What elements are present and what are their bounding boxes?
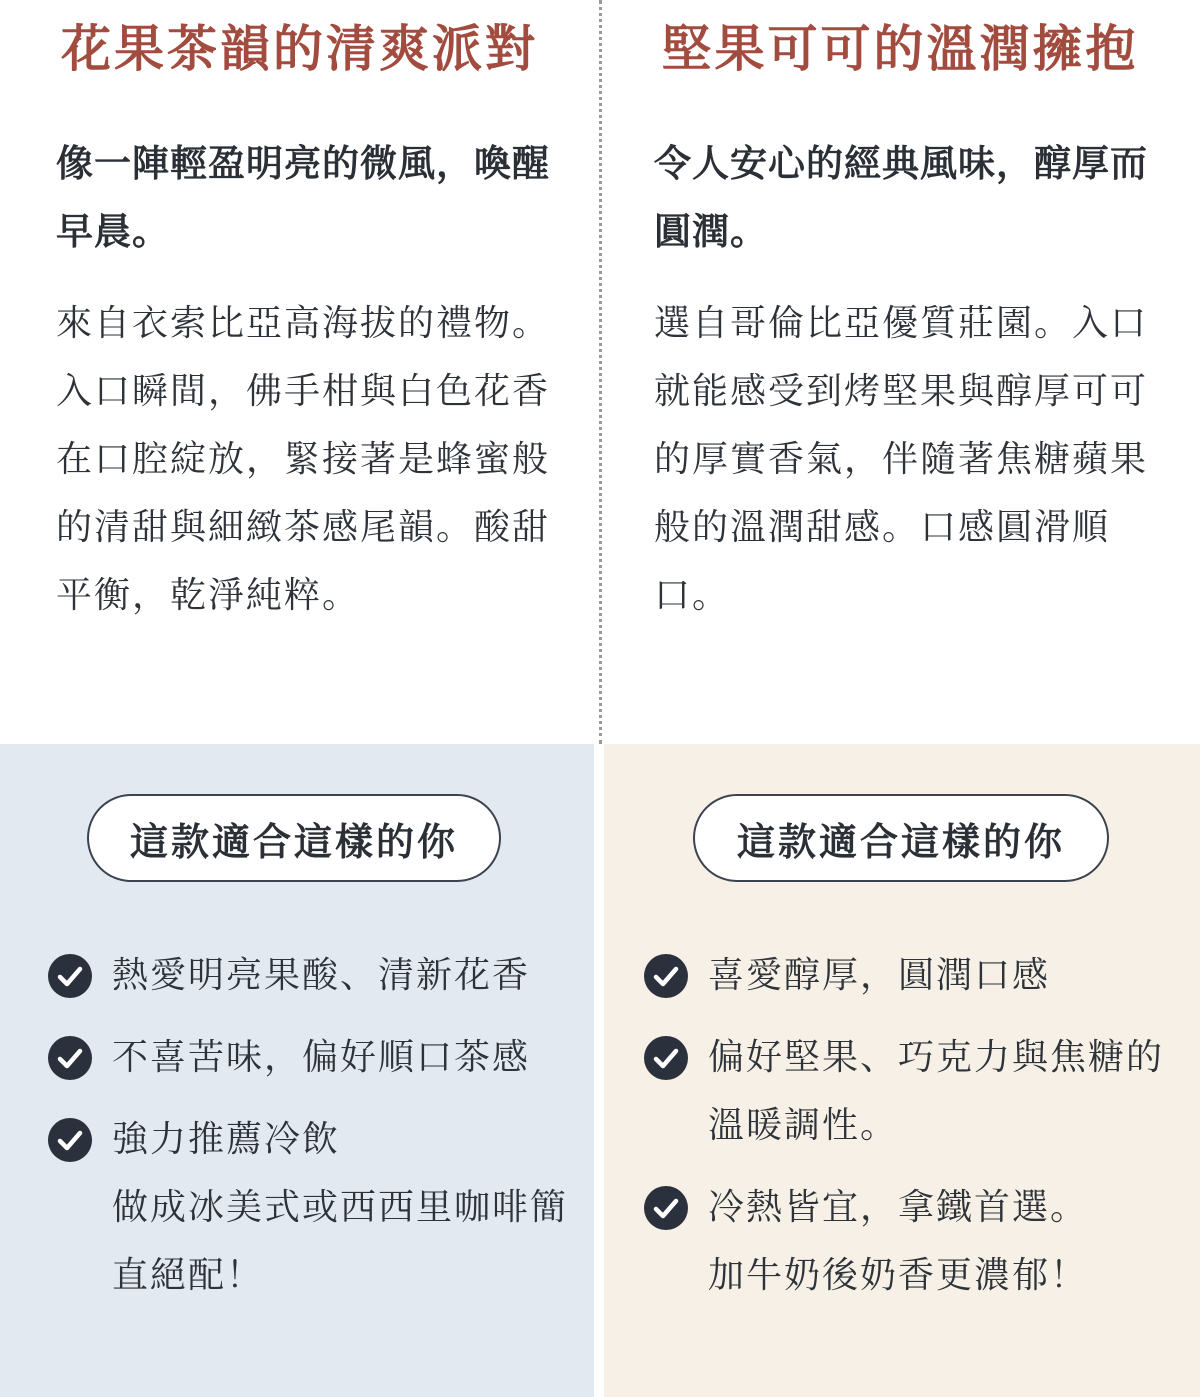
checklist-item-text: 熱愛明亮果酸、清新花香 [112,955,531,996]
checklist-item-text: 強力推薦冷飲 做成冰美式或西西里咖啡簡直絕配！ [112,1119,569,1296]
floral-fruity-recommendation-panel [0,744,594,1397]
checklist-item [48,1106,578,1310]
checklist-item [644,942,1184,1010]
check-circle-icon [48,954,92,998]
check-circle-icon [48,1036,92,1080]
checklist-item-text: 偏好堅果、巧克力與焦糖的溫暖調性。 [708,1037,1165,1146]
check-circle-icon [644,1036,688,1080]
nutty-cocoa-checklist [644,942,1184,1324]
nutty-cocoa-recommendation-heading: 這款適合這樣的你 [693,794,1109,882]
checklist-item-text: 冷熱皆宜，拿鐵首選。 加牛奶後奶香更濃郁！ [708,1187,1089,1296]
floral-fruity-recommendation-heading: 這款適合這樣的你 [87,794,501,882]
checklist-item [48,942,578,1010]
checklist-item-text: 喜愛醇厚，圓潤口感 [708,955,1051,996]
floral-fruity-column [0,0,599,744]
check-circle-icon [644,954,688,998]
check-circle-icon [48,1118,92,1162]
checklist-item [48,1024,578,1092]
check-circle-icon [644,1186,688,1230]
floral-fruity-lead: 像一陣輕盈明亮的微風，喚醒早晨。 [56,142,550,253]
checklist-item [644,1174,1184,1310]
floral-fruity-title: 花果茶韻的清爽派對 [61,19,538,78]
nutty-cocoa-column [600,0,1200,744]
nutty-cocoa-recommendation-panel [604,744,1200,1397]
checklist-item-text: 不喜苦味，偏好順口茶感 [112,1037,531,1078]
floral-fruity-checklist [48,942,578,1324]
nutty-cocoa-description: 選自哥倫比亞優質莊園。入口就能感受到烤堅果與醇厚可可的厚實香氣，伴隨著焦糖蘋果般的溫潤甜感。口感圓滑順口。 [654,303,1149,616]
nutty-cocoa-title: 堅果可可的溫潤擁抱 [661,19,1139,78]
nutty-cocoa-lead: 令人安心的經典風味，醇厚而圓潤。 [654,142,1148,253]
checklist-item [644,1024,1184,1160]
floral-fruity-description: 來自衣索比亞高海拔的禮物。入口瞬間，佛手柑與白色花香在口腔綻放，緊接著是蜂蜜般的清甜與細緻茶感尾韻。酸甜平衡，乾淨純粹。 [56,303,551,616]
